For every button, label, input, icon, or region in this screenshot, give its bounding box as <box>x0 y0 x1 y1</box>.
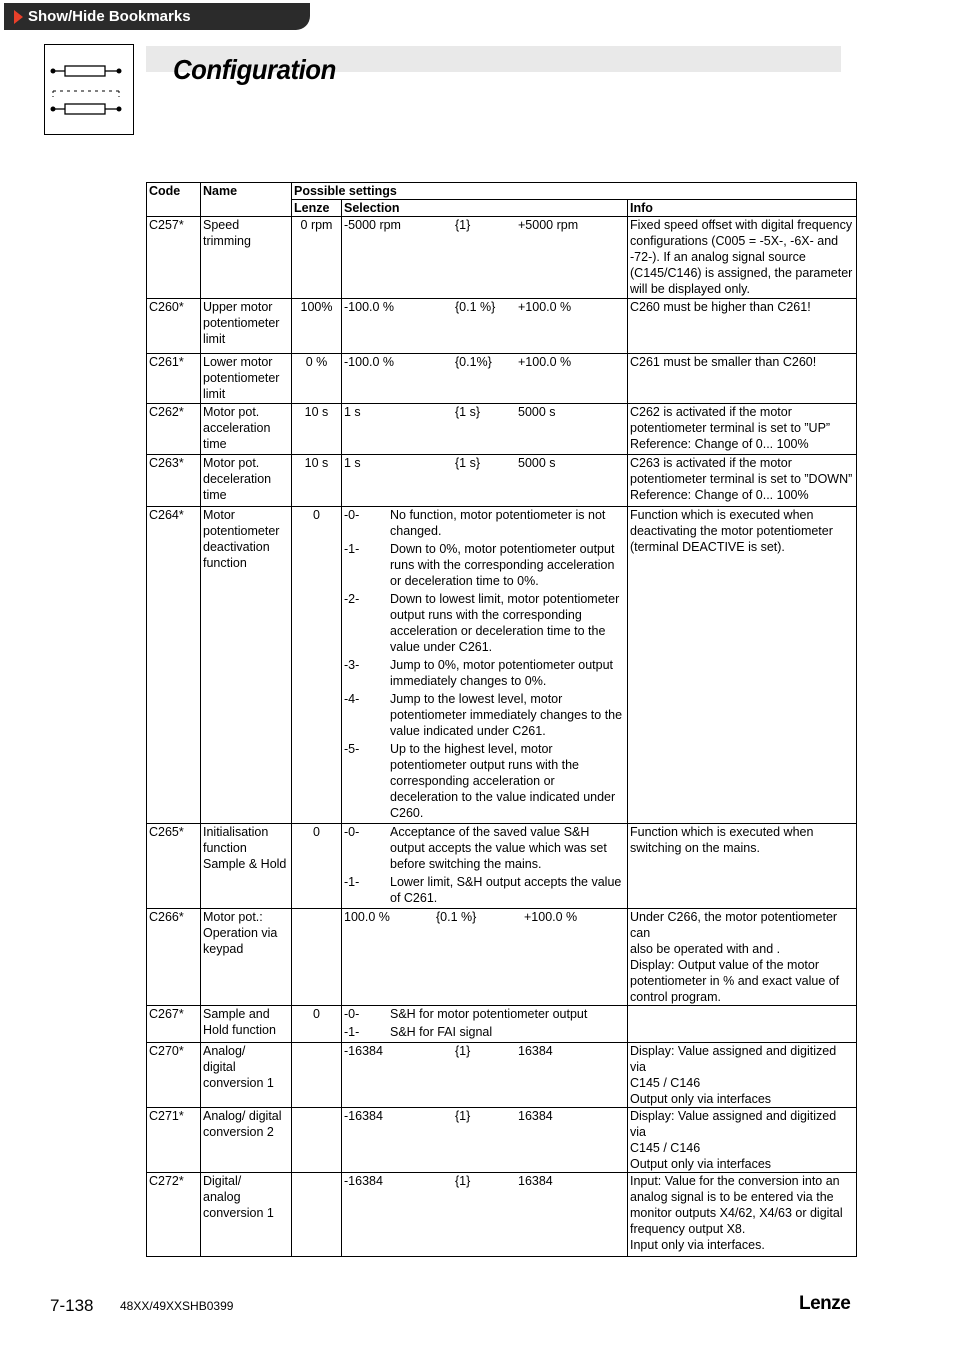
option-description: Jump to 0%, motor potentiometer output immediately changes to 0%. <box>390 658 614 688</box>
selection-option <box>344 824 625 872</box>
selection-step: {0.1 %} <box>455 300 496 314</box>
selection-step: {0.1 %} <box>436 910 477 924</box>
table-row <box>147 354 857 404</box>
info-line: C145 / C146 <box>630 1076 701 1090</box>
info-line: Display: Value assigned and digitized via <box>630 1044 837 1074</box>
name-cell <box>201 1108 292 1173</box>
name-line: conversion 2 <box>203 1125 274 1139</box>
name-line: time <box>203 437 227 451</box>
name-line: digital <box>203 1060 236 1074</box>
selection-step: {1} <box>455 1109 471 1123</box>
lenze-cell: 0 <box>292 1006 342 1043</box>
name-line: Motor pot. <box>203 405 260 419</box>
option-key: -3- <box>344 658 360 672</box>
selection-max: +100.0 % <box>524 910 578 924</box>
table-row <box>147 507 857 824</box>
lenze-cell: 0 <box>292 824 342 909</box>
info-line: deactivating the motor potentiometer <box>630 524 833 538</box>
selection-min: -16384 <box>344 1109 383 1123</box>
name-line: time <box>203 488 227 502</box>
name-line: limit <box>203 387 226 401</box>
info-line: Output only via interfaces <box>630 1092 772 1106</box>
info-line: -72-). If an analog signal source <box>630 250 806 264</box>
info-line: analog signal is to be entered via the <box>630 1190 834 1204</box>
lenze-cell: 10 s <box>292 404 342 455</box>
selection-range <box>344 909 625 925</box>
info-cell <box>628 217 857 299</box>
table-header-row-1 <box>147 183 857 200</box>
lenze-cell <box>292 1043 342 1108</box>
selection-min: -16384 <box>344 1044 383 1058</box>
name-cell <box>201 299 292 354</box>
info-line: Function which is executed when <box>630 825 814 839</box>
option-key: -1- <box>344 542 360 556</box>
code-cell: C263* <box>147 455 201 507</box>
selection-max: +5000 rpm <box>518 218 579 232</box>
name-line: Sample & Hold <box>203 857 287 871</box>
info-line: monitor outputs X4/62, X4/63 or digital <box>630 1206 843 1220</box>
selection-cell <box>342 354 628 404</box>
info-line: C263 is activated if the motor <box>630 456 792 470</box>
info-line: potentiometer in % and exact value of <box>630 974 840 988</box>
configuration-section-icon <box>44 44 134 135</box>
option-key: -1- <box>344 875 360 889</box>
name-cell <box>201 1006 292 1043</box>
name-line: Motor pot.: <box>203 910 263 924</box>
selection-cell <box>342 507 628 824</box>
name-line: Initialisation <box>203 825 269 839</box>
selection-range <box>344 217 625 233</box>
header-code: Code <box>147 183 201 217</box>
selection-min: -100.0 % <box>344 300 395 314</box>
selection-range <box>344 455 625 471</box>
selection-cell <box>342 1006 628 1043</box>
code-cell: C271* <box>147 1108 201 1173</box>
code-cell: C264* <box>147 507 201 824</box>
selection-min: -16384 <box>344 1174 383 1188</box>
info-line: Function which is executed when <box>630 508 814 522</box>
info-line: frequency output X8. <box>630 1222 746 1236</box>
name-line: limit <box>203 332 226 346</box>
option-description: Up to the highest level, motor potentiometer output runs with the corresponding acceleration or deceleration to the value indicated under C260. <box>390 742 616 820</box>
info-line: C262 is activated if the motor <box>630 405 792 419</box>
info-cell <box>628 404 857 455</box>
info-line: also be operated with and . <box>630 942 781 956</box>
selection-option <box>344 1006 625 1022</box>
selection-cell <box>342 1108 628 1173</box>
selection-cell <box>342 455 628 507</box>
selection-option <box>344 1024 625 1040</box>
header-lenze: Lenze <box>292 200 342 217</box>
selection-range <box>344 1108 625 1124</box>
info-line: Reference: Change of 0... 100% <box>630 488 809 502</box>
name-line: Hold function <box>203 1023 276 1037</box>
selection-cell <box>342 404 628 455</box>
name-cell <box>201 824 292 909</box>
info-line: C261 must be smaller than C260! <box>630 355 817 369</box>
selection-min: 100.0 % <box>344 910 390 924</box>
selection-option <box>344 507 625 539</box>
selection-max: 16384 <box>518 1044 553 1058</box>
option-key: -4- <box>344 692 360 706</box>
table-row <box>147 1043 857 1108</box>
option-key: -2- <box>344 592 360 606</box>
info-line: switching on the mains. <box>630 841 760 855</box>
selection-step: {1} <box>455 1174 471 1188</box>
selection-cell <box>342 909 628 1006</box>
selection-cell <box>342 217 628 299</box>
name-line: Lower motor <box>203 355 273 369</box>
selection-min: 1 s <box>344 405 361 419</box>
selection-cell <box>342 824 628 909</box>
selection-max: 5000 s <box>518 456 556 470</box>
selection-option <box>344 874 625 906</box>
code-cell: C270* <box>147 1043 201 1108</box>
info-cell <box>628 909 857 1006</box>
selection-min: -5000 rpm <box>344 218 401 232</box>
name-line: conversion 1 <box>203 1206 274 1220</box>
option-description: S&H for FAI signal <box>390 1025 493 1039</box>
name-line: analog <box>203 1190 241 1204</box>
selection-option <box>344 591 625 655</box>
info-cell <box>628 1006 857 1043</box>
name-cell <box>201 507 292 824</box>
page-title: Configuration <box>173 54 336 85</box>
selection-min: -100.0 % <box>344 355 395 369</box>
header-name: Name <box>201 183 292 217</box>
name-cell <box>201 404 292 455</box>
code-cell: C265* <box>147 824 201 909</box>
name-cell <box>201 1043 292 1108</box>
selection-option <box>344 541 625 589</box>
name-line: potentiometer <box>203 524 280 538</box>
option-description: Lower limit, S&H output accepts the value of C261. <box>390 875 622 905</box>
lenze-cell: 10 s <box>292 455 342 507</box>
selection-range <box>344 404 625 420</box>
selection-range <box>344 354 625 370</box>
name-line: Digital/ <box>203 1174 242 1188</box>
name-line: Upper motor <box>203 300 273 314</box>
table-row <box>147 1006 857 1043</box>
name-line: conversion 1 <box>203 1076 274 1090</box>
name-line: Motor <box>203 508 235 522</box>
table-row <box>147 1173 857 1257</box>
code-cell: C257* <box>147 217 201 299</box>
header-info: Info <box>628 200 857 217</box>
table-row <box>147 299 857 354</box>
option-description: Down to 0%, motor potentiometer output runs with the corresponding acceleration or deceleration time to 0%. <box>390 542 615 588</box>
name-cell <box>201 354 292 404</box>
selection-max: 16384 <box>518 1109 553 1123</box>
name-line: Speed trimming <box>203 218 251 248</box>
code-cell: C261* <box>147 354 201 404</box>
lenze-cell: 0 <box>292 507 342 824</box>
table-row <box>147 909 857 1006</box>
selection-range <box>344 1173 625 1189</box>
option-description: Down to lowest limit, motor potentiometer output runs with the corresponding acceleration or deceleration time to the value under C261. <box>390 592 620 654</box>
table-row <box>147 455 857 507</box>
name-line: Motor pot. <box>203 456 260 470</box>
triangle-right-icon <box>14 10 23 24</box>
info-line: Reference: Change of 0... 100% <box>630 437 809 451</box>
lenze-cell: 100% <box>292 299 342 354</box>
option-description: S&H for motor potentiometer output <box>390 1007 588 1021</box>
info-line: Output only via interfaces <box>630 1157 772 1171</box>
selection-step: {0.1%} <box>455 355 492 369</box>
option-description: No function, motor potentiometer is not changed. <box>390 508 606 538</box>
info-line: potentiometer terminal is set to ”DOWN” <box>630 472 853 486</box>
selection-option <box>344 691 625 739</box>
lenze-cell: 0 rpm <box>292 217 342 299</box>
document-id: 48XX/49XXSHB0399 <box>120 1299 234 1313</box>
name-line: Analog/ <box>203 1044 246 1058</box>
selection-option <box>344 657 625 689</box>
info-line: will be displayed only. <box>630 282 750 296</box>
selection-step: {1 s} <box>455 456 481 470</box>
name-line: deactivation <box>203 540 270 554</box>
option-key: -0- <box>344 508 360 522</box>
option-description: Jump to the lowest level, motor potentiometer immediately changes to the value indicated under C261. <box>390 692 623 738</box>
selection-range <box>344 1043 625 1059</box>
selection-step: {1 s} <box>455 405 481 419</box>
code-cell: C262* <box>147 404 201 455</box>
info-line: C260 must be higher than C261! <box>630 300 811 314</box>
bookmarks-label: Show/Hide Bookmarks <box>28 8 191 25</box>
show-hide-bookmarks-button[interactable] <box>4 3 310 30</box>
selection-max: 16384 <box>518 1174 553 1188</box>
selection-max: +100.0 % <box>518 355 572 369</box>
option-key: -0- <box>344 1007 360 1021</box>
selection-option <box>344 741 625 821</box>
table-row <box>147 217 857 299</box>
info-cell <box>628 1108 857 1173</box>
configuration-table <box>146 182 857 1257</box>
info-line: configurations (C005 = -5X-, -6X- and <box>630 234 839 248</box>
info-line: (C145/C146) is assigned, the parameter <box>630 266 853 280</box>
code-cell: C266* <box>147 909 201 1006</box>
selection-cell <box>342 1173 628 1257</box>
name-line: potentiometer <box>203 316 280 330</box>
name-line: deceleration <box>203 472 272 486</box>
table-row <box>147 1108 857 1173</box>
info-line: control program. <box>630 990 722 1004</box>
lenze-cell <box>292 1173 342 1257</box>
table-row <box>147 404 857 455</box>
info-line: Under C266, the motor potentiometer can <box>630 910 838 940</box>
option-key: -0- <box>344 825 360 839</box>
selection-max: 5000 s <box>518 405 556 419</box>
info-cell <box>628 1173 857 1257</box>
name-line: function <box>203 841 247 855</box>
code-cell: C260* <box>147 299 201 354</box>
info-line: Input only via interfaces. <box>630 1238 765 1252</box>
option-key: -5- <box>344 742 360 756</box>
name-cell <box>201 217 292 299</box>
code-cell: C267* <box>147 1006 201 1043</box>
header-possible-settings: Possible settings <box>292 183 857 200</box>
selection-step: {1} <box>455 1044 471 1058</box>
lenze-cell: 0 % <box>292 354 342 404</box>
name-line: Sample and <box>203 1007 270 1021</box>
name-cell <box>201 1173 292 1257</box>
lenze-cell <box>292 909 342 1006</box>
info-cell <box>628 299 857 354</box>
name-cell <box>201 909 292 1006</box>
selection-min: 1 s <box>344 456 361 470</box>
name-cell <box>201 455 292 507</box>
table-row <box>147 824 857 909</box>
info-line: Fixed speed offset with digital frequency <box>630 218 853 232</box>
lenze-cell <box>292 1108 342 1173</box>
name-line: function <box>203 556 247 570</box>
selection-cell <box>342 1043 628 1108</box>
info-line: Display: Value assigned and digitized via <box>630 1109 837 1139</box>
name-line: Operation via <box>203 926 278 940</box>
info-cell <box>628 1043 857 1108</box>
lenze-logo: Lenze <box>799 1293 851 1314</box>
selection-max: +100.0 % <box>518 300 572 314</box>
selection-range <box>344 299 625 315</box>
code-cell: C272* <box>147 1173 201 1257</box>
option-description: Acceptance of the saved value S&H output accepts the value which was set before switching the mains. <box>390 825 607 871</box>
info-cell <box>628 824 857 909</box>
name-line: Analog/ digital <box>203 1109 282 1123</box>
selection-cell <box>342 299 628 354</box>
selection-step: {1} <box>455 218 471 232</box>
info-line: Display: Output value of the motor <box>630 958 819 972</box>
info-line: potentiometer terminal is set to ”UP” <box>630 421 831 435</box>
info-line: Input: Value for the conversion into an <box>630 1174 840 1188</box>
info-cell <box>628 354 857 404</box>
header-selection: Selection <box>342 200 628 217</box>
name-line: potentiometer <box>203 371 280 385</box>
page-number: 7-138 <box>50 1296 94 1315</box>
option-key: -1- <box>344 1025 360 1039</box>
info-cell <box>628 507 857 824</box>
name-line: keypad <box>203 942 244 956</box>
info-line: C145 / C146 <box>630 1141 701 1155</box>
info-line: (terminal DEACTIVE is set). <box>630 540 785 554</box>
name-line: acceleration <box>203 421 271 435</box>
info-cell <box>628 455 857 507</box>
